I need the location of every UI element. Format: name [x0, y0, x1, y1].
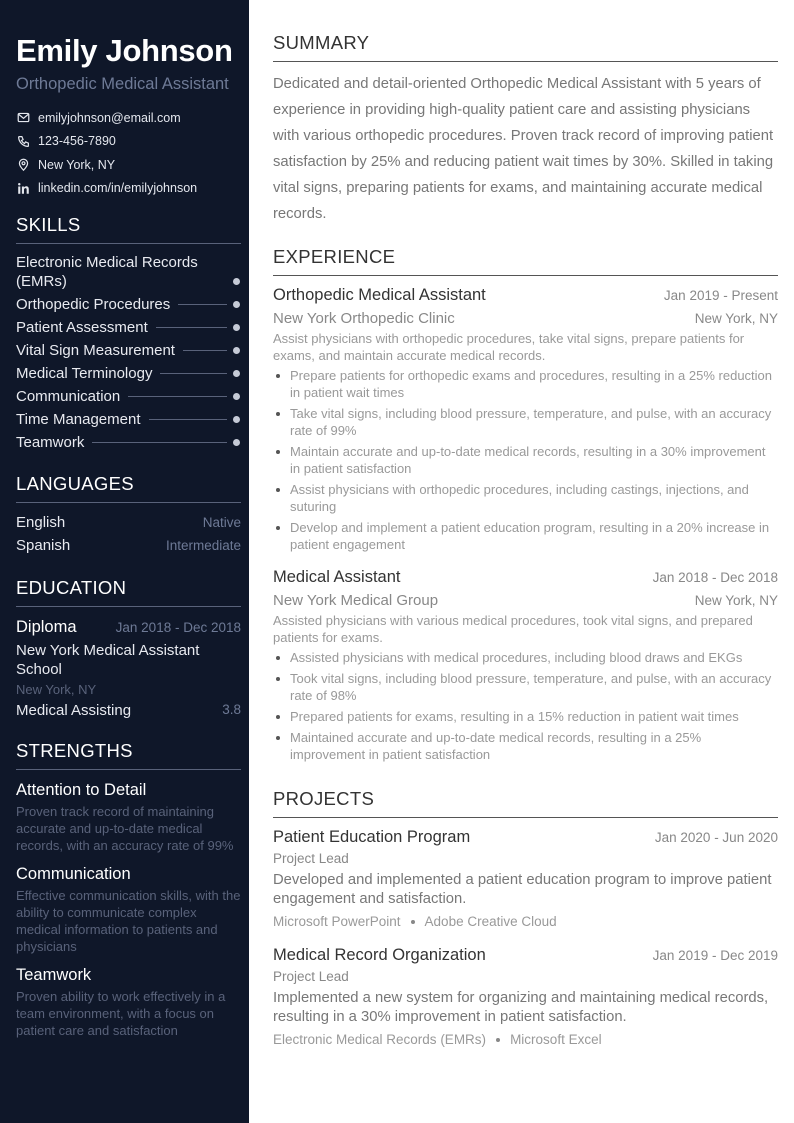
- job-entry: [273, 285, 778, 553]
- education-location: New York, NY: [16, 682, 97, 697]
- skills-heading: SKILLS: [16, 214, 241, 244]
- skill-leader-line: [128, 396, 227, 397]
- contact-phone[interactable]: [16, 130, 241, 154]
- strength-desc: Proven ability to work effectively in a team environment, with a focus on patient care and satisfaction: [16, 989, 226, 1038]
- job-location: New York, NY: [694, 593, 778, 608]
- job-date: Jan 2018 - Dec 2018: [652, 570, 778, 585]
- project-entry: [273, 945, 778, 1049]
- contact-linkedin[interactable]: [16, 177, 241, 201]
- job-bullet: Prepare patients for orthopedic exams and procedures, resulting in a 25% reduction in patient wait times: [273, 367, 778, 401]
- project-tool: Microsoft Excel: [510, 1032, 602, 1047]
- strengths-list: [16, 780, 241, 1039]
- skill-label: Teamwork: [16, 434, 85, 451]
- project-description: Implemented a new system for organizing and maintaining medical records, resulting in a 30% improvement in patient satisfaction.: [273, 990, 769, 1025]
- job-company: New York Orthopedic Clinic: [273, 310, 455, 327]
- job-date: Jan 2019 - Present: [663, 288, 778, 303]
- job-title: Orthopedic Medical Assistant: [273, 286, 486, 304]
- projects-heading: PROJECTS: [273, 788, 778, 818]
- project-title: Patient Education Program: [273, 828, 471, 846]
- language-name: Spanish: [16, 537, 71, 554]
- education-school: New York Medical Assistant School: [16, 642, 200, 678]
- strengths-heading: STRENGTHS: [16, 740, 241, 770]
- language-item: [16, 513, 241, 532]
- skill-item: [16, 387, 241, 406]
- strength-title: Teamwork: [16, 966, 92, 984]
- skill-label: Electronic Medical Records (EMRs): [16, 254, 198, 290]
- skill-leader-line: [183, 350, 227, 351]
- location-text: New York, NY: [38, 157, 116, 172]
- strength-desc: Effective communication skills, with the ability to communicate complex medical information to patients and physicians: [16, 888, 241, 954]
- job-entry: [273, 567, 778, 763]
- job-bullets: [273, 649, 778, 763]
- project-tool: Adobe Creative Cloud: [424, 914, 557, 929]
- skill-label: Patient Assessment: [16, 319, 148, 336]
- summary-heading: SUMMARY: [273, 32, 778, 62]
- skill-item: [16, 318, 241, 337]
- skill-leader-line: [160, 373, 227, 374]
- education-field: Medical Assisting: [16, 702, 132, 719]
- job-bullet: Maintain accurate and up-to-date medical records, resulting in a 30% improvement in patient satisfaction: [273, 443, 778, 477]
- languages-heading: LANGUAGES: [16, 473, 241, 503]
- skill-label: Communication: [16, 388, 121, 405]
- project-title: Medical Record Organization: [273, 946, 486, 964]
- job-bullet: Assist physicians with orthopedic procedures, including castings, injections, and suturing: [273, 481, 778, 515]
- contact-location: [16, 153, 241, 177]
- language-item: [16, 536, 241, 555]
- skill-dot: [233, 278, 240, 285]
- project-tools: [273, 1031, 778, 1049]
- job-bullet: Develop and implement a patient education program, resulting in a 20% increase in patient engagement: [273, 519, 778, 553]
- education-heading: EDUCATION: [16, 577, 241, 607]
- main-content: [273, 32, 778, 1049]
- language-level: Intermediate: [165, 538, 241, 553]
- skill-item: [16, 410, 241, 429]
- tool-separator: [411, 920, 415, 924]
- skill-dot: [233, 416, 240, 423]
- job-bullet: Take vital signs, including blood pressure, temperature, and pulse, with an accuracy rate of 99%: [273, 405, 778, 439]
- strength-item: [16, 864, 241, 955]
- job-bullet: Assisted physicians with medical procedures, including blood draws and EKGs: [273, 649, 778, 666]
- skill-item: [16, 341, 241, 360]
- job-bullet: Prepared patients for exams, resulting in a 15% reduction in patient wait times: [273, 708, 778, 725]
- skill-label: Medical Terminology: [16, 365, 153, 382]
- candidate-name: Emily Johnson: [16, 33, 233, 68]
- skill-dot: [233, 393, 240, 400]
- experience-heading: EXPERIENCE: [273, 246, 778, 276]
- job-description: Assisted physicians with various medical procedures, took vital signs, and prepared patients for exams.: [273, 613, 753, 645]
- strength-item: [16, 965, 241, 1039]
- strength-desc: Proven track record of maintaining accurate and up-to-date medical records, with an accuracy rate of 99%: [16, 804, 234, 853]
- job-title: Medical Assistant: [273, 568, 401, 586]
- contact-email[interactable]: [16, 106, 241, 130]
- linkedin-text[interactable]: linkedin.com/in/emilyjohnson: [38, 181, 198, 196]
- project-tool: Microsoft PowerPoint: [273, 914, 401, 929]
- skill-leader-line: [156, 327, 227, 328]
- skill-label: Time Management: [16, 411, 141, 428]
- tool-separator: [496, 1038, 500, 1042]
- map-pin-icon: [16, 158, 30, 172]
- strength-title: Communication: [16, 865, 131, 883]
- project-tool: Electronic Medical Records (EMRs): [273, 1032, 487, 1047]
- skill-dot: [233, 347, 240, 354]
- skill-dot: [233, 370, 240, 377]
- skill-label: Vital Sign Measurement: [16, 342, 175, 359]
- job-bullet: Took vital signs, including blood pressure, temperature, and pulse, with an accuracy rate of 98%: [273, 670, 778, 704]
- language-level: Native: [202, 515, 241, 530]
- job-location: New York, NY: [694, 311, 778, 326]
- sidebar: [0, 0, 249, 1123]
- skill-item: [16, 295, 241, 314]
- education-entry: [16, 618, 241, 719]
- job-description: Assist physicians with orthopedic procedures, take vital signs, prepare patients for exams, and maintain accurate medical records.: [273, 331, 745, 363]
- project-tools: [273, 913, 778, 931]
- skills-list: [16, 253, 241, 452]
- strength-title: Attention to Detail: [16, 781, 147, 799]
- envelope-icon: [16, 111, 30, 125]
- phone-text[interactable]: 123-456-7890: [38, 134, 116, 149]
- candidate-role: Orthopedic Medical Assistant: [16, 75, 229, 93]
- email-text[interactable]: emilyjohnson@email.com: [38, 110, 181, 125]
- contact-info: [16, 106, 241, 200]
- skill-leader-line: [178, 304, 227, 305]
- job-bullet: Maintained accurate and up-to-date medical records, resulting in a 25% improvement in patient satisfaction: [273, 729, 778, 763]
- skill-leader-line: [149, 419, 228, 420]
- skill-item: [16, 433, 241, 452]
- job-bullets: [273, 367, 778, 553]
- project-role: Project Lead: [273, 851, 349, 866]
- project-description: Developed and implemented a patient education program to improve patient engagement and satisfaction.: [273, 872, 772, 907]
- skill-leader-line: [92, 442, 227, 443]
- project-date: Jan 2019 - Dec 2019: [652, 948, 778, 963]
- summary-text: Dedicated and detail-oriented Orthopedic Medical Assistant with 5 years of experience in providing high-quality patient care and assisting physicians with various orthopedic procedures. Proven track record of improving patient satisfaction by 25% and reducing patient wait times by 30%. Skilled in taking vital signs, preparing patients for exams, and maintaining accurate medical records.: [273, 76, 774, 222]
- phone-icon: [16, 134, 30, 148]
- skill-item: [16, 253, 241, 291]
- skill-item: [16, 364, 241, 383]
- skill-dot: [233, 439, 240, 446]
- linkedin-icon: [16, 181, 30, 195]
- skill-dot: [233, 301, 240, 308]
- education-gpa: 3.8: [222, 702, 241, 717]
- skill-label: Orthopedic Procedures: [16, 296, 171, 313]
- language-name: English: [16, 514, 66, 531]
- project-entry: [273, 827, 778, 931]
- skill-dot: [233, 324, 240, 331]
- education-date: Jan 2018 - Dec 2018: [115, 620, 241, 635]
- project-role: Project Lead: [273, 969, 349, 984]
- project-date: Jan 2020 - Jun 2020: [654, 830, 778, 845]
- languages-list: [16, 513, 241, 555]
- job-company: New York Medical Group: [273, 592, 439, 609]
- education-degree: Diploma: [16, 618, 77, 636]
- strength-item: [16, 780, 241, 854]
